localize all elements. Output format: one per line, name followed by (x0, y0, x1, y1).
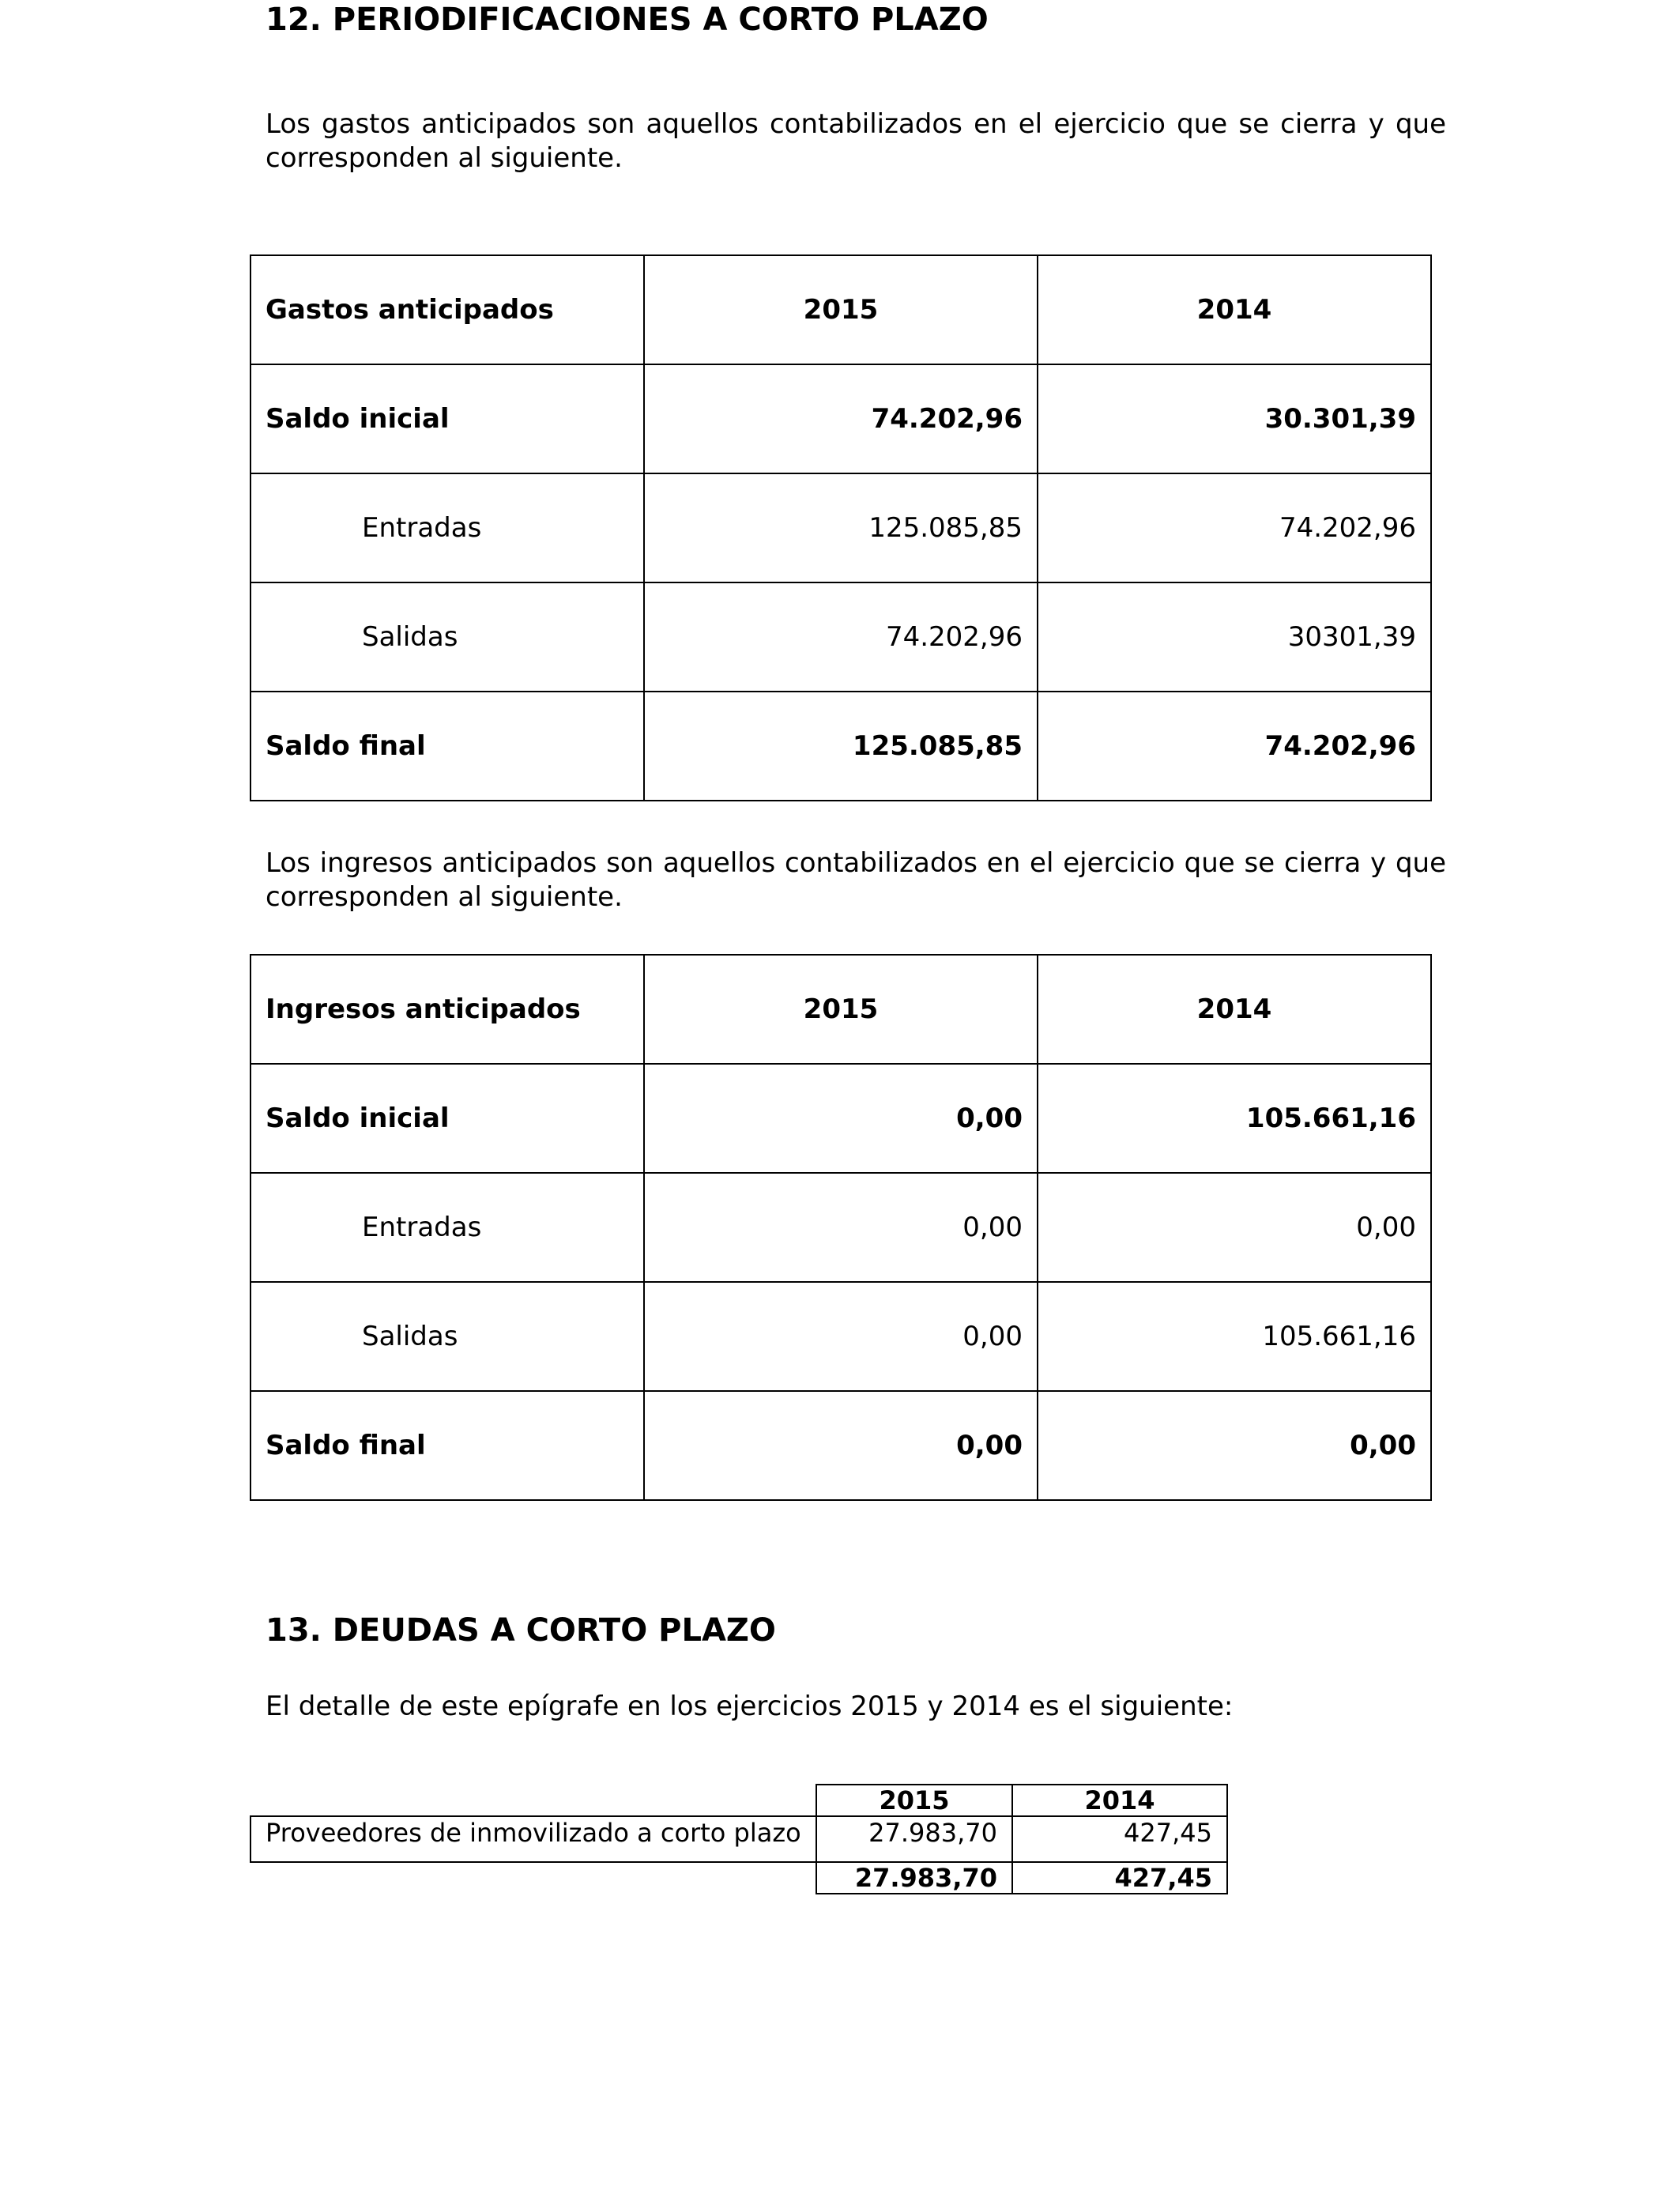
row-label: Saldo inicial (250, 1064, 644, 1173)
table-row (250, 1391, 1431, 1500)
value-2014: 105.661,16 (1038, 1064, 1431, 1173)
ingresos-anticipados-table (250, 954, 1432, 1501)
section-13-title: 13. DEUDAS A CORTO PLAZO (266, 1612, 776, 1649)
table-row (250, 473, 1431, 582)
row-label: Salidas (250, 582, 644, 692)
value-2015: 0,00 (644, 1391, 1038, 1500)
empty-cell (250, 1785, 816, 1816)
header-cell: 2015 (816, 1785, 1012, 1816)
row-label: Proveedores de inmovilizado a corto plazo (250, 1816, 816, 1862)
row-label: Salidas (250, 1282, 644, 1391)
value-2014: 105.661,16 (1038, 1282, 1431, 1391)
row-label: Entradas (250, 473, 644, 582)
header-cell: Gastos anticipados (250, 255, 644, 364)
row-label: Saldo final (250, 692, 644, 801)
table-row (250, 1064, 1431, 1173)
total-2014: 427,45 (1012, 1862, 1227, 1894)
value-2015: 0,00 (644, 1282, 1038, 1391)
header-cell: 2015 (644, 255, 1038, 364)
value-2014: 427,45 (1012, 1816, 1227, 1862)
gastos-intro-paragraph: Los gastos anticipados son aquellos contabilizados en el ejercicio que se cierra y que corresponden al siguiente. (266, 108, 1446, 174)
value-2014: 74.202,96 (1038, 692, 1431, 801)
value-2015: 125.085,85 (644, 473, 1038, 582)
total-2015: 27.983,70 (816, 1862, 1012, 1894)
table-row (250, 1816, 1227, 1862)
value-2014: 0,00 (1038, 1173, 1431, 1282)
empty-cell (250, 1862, 816, 1894)
value-2015: 0,00 (644, 1173, 1038, 1282)
row-label: Saldo inicial (250, 364, 644, 473)
table-row (250, 582, 1431, 692)
value-2015: 0,00 (644, 1064, 1038, 1173)
row-label: Entradas (250, 1173, 644, 1282)
row-label: Saldo final (250, 1391, 644, 1500)
value-2014: 30.301,39 (1038, 364, 1431, 473)
header-cell: 2015 (644, 955, 1038, 1064)
table-row (250, 692, 1431, 801)
header-cell: 2014 (1038, 955, 1431, 1064)
value-2014: 0,00 (1038, 1391, 1431, 1500)
value-2015: 74.202,96 (644, 582, 1038, 692)
deudas-table (250, 1784, 1228, 1894)
value-2014: 30301,39 (1038, 582, 1431, 692)
header-cell: 2014 (1038, 255, 1431, 364)
gastos-anticipados-table (250, 254, 1432, 801)
table-header-row (250, 955, 1431, 1064)
header-cell: Ingresos anticipados (250, 955, 644, 1064)
table-row (250, 1173, 1431, 1282)
value-2015: 74.202,96 (644, 364, 1038, 473)
value-2015: 125.085,85 (644, 692, 1038, 801)
value-2014: 74.202,96 (1038, 473, 1431, 582)
table-row (250, 1282, 1431, 1391)
table-header-row (250, 255, 1431, 364)
table-header-row (250, 1785, 1227, 1816)
deudas-intro-paragraph: El detalle de este epígrafe en los ejercicios 2015 y 2014 es el siguiente: (266, 1691, 1234, 1722)
header-cell: 2014 (1012, 1785, 1227, 1816)
ingresos-intro-paragraph: Los ingresos anticipados son aquellos contabilizados en el ejercicio que se cierra y que corresponden al siguiente. (266, 847, 1446, 913)
total-row (250, 1862, 1227, 1894)
table-row (250, 364, 1431, 473)
section-12-title: 12. PERIODIFICACIONES A CORTO PLAZO (266, 2, 989, 38)
value-2015: 27.983,70 (816, 1816, 1012, 1862)
